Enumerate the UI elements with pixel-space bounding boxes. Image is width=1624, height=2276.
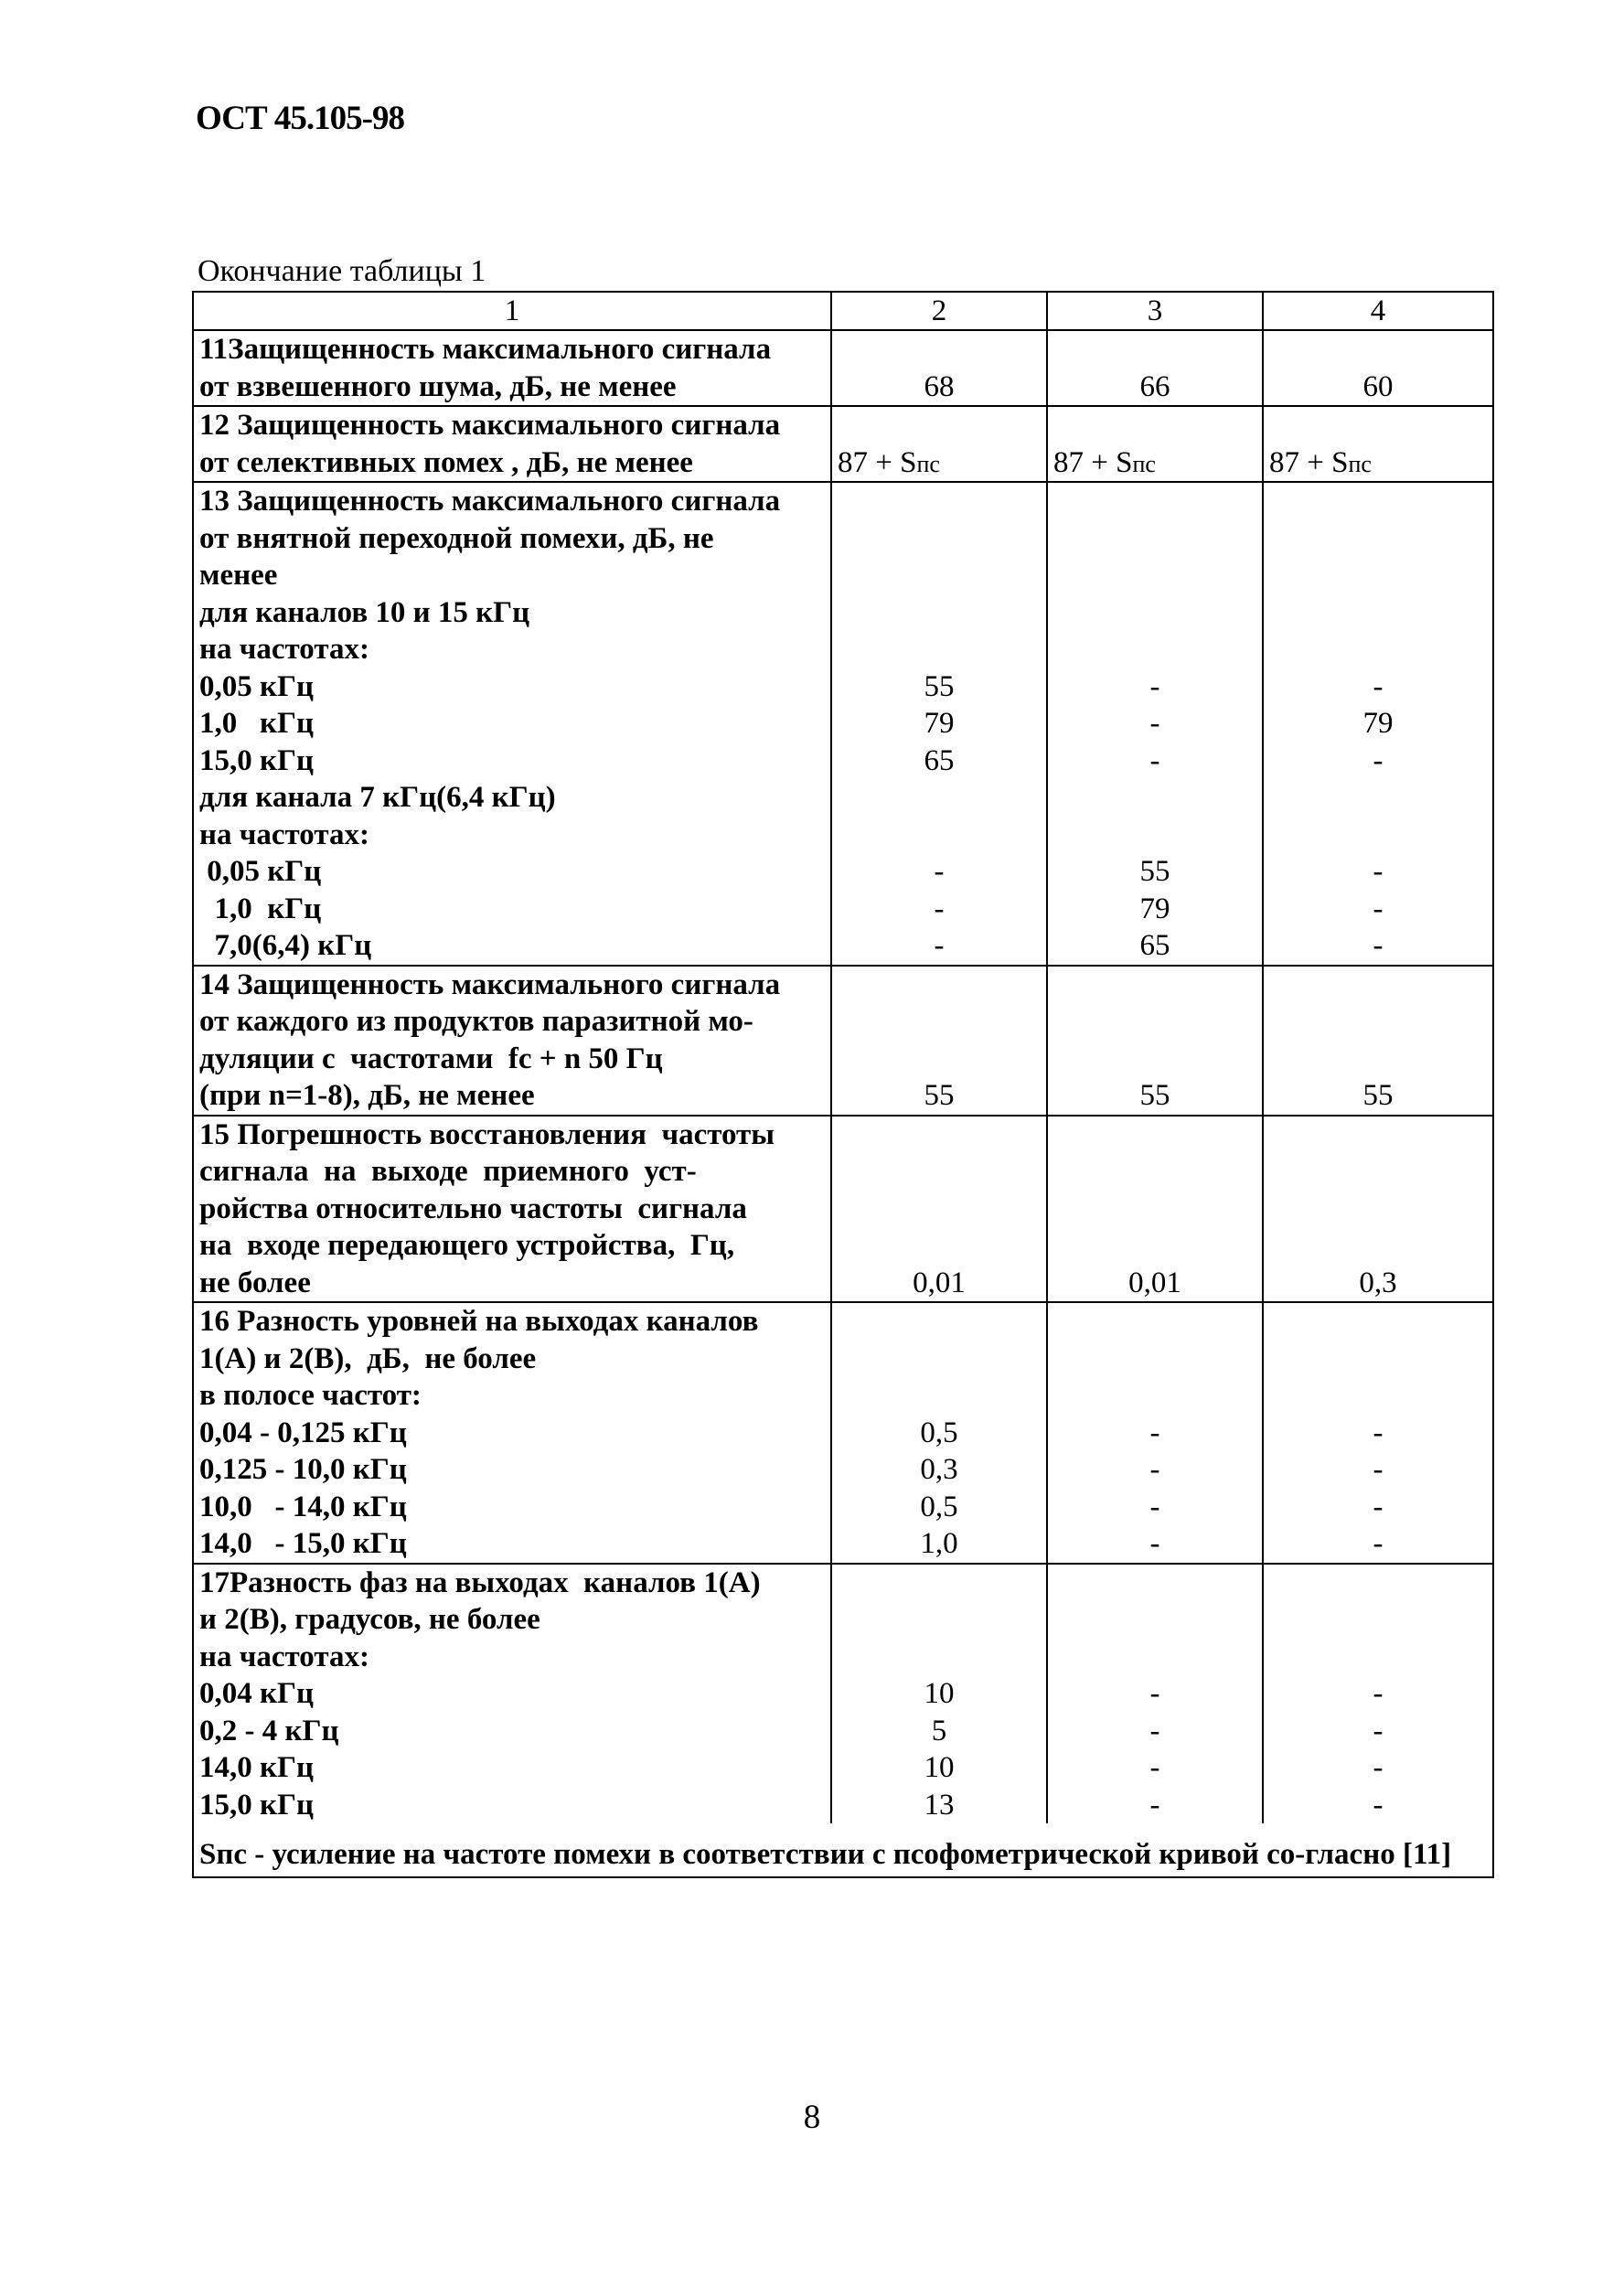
value-cell-c2 [831, 482, 1047, 966]
parameter-line: 1,0 кГц [199, 892, 322, 925]
value-line [1264, 1191, 1492, 1228]
value-line: - [1149, 1788, 1160, 1822]
value-line: 79 [1139, 892, 1170, 925]
value-line [1264, 1227, 1492, 1265]
value-line: - [1373, 929, 1384, 962]
document-code: ОСТ 45.105-98 [196, 100, 404, 137]
value-line: - [1149, 1416, 1160, 1449]
value-line: - [1149, 669, 1160, 703]
value-cell-c4 [1263, 330, 1493, 406]
value-cell-c4 [1263, 1116, 1493, 1303]
value-line [1048, 817, 1262, 854]
parameter-line: 1,0 кГц [199, 707, 315, 740]
value-cell-c3 [1047, 1116, 1263, 1303]
parameter-cell [193, 406, 831, 482]
value-cell-c3 [1047, 482, 1263, 966]
parameter-line: сигнала на выходе приемного уст- [199, 1155, 697, 1188]
value-line [832, 1601, 1046, 1639]
value-line [1048, 1153, 1262, 1191]
value-cell-c4 [1263, 966, 1493, 1116]
value-line [1048, 631, 1262, 668]
parameter-line: 11Защищенность максимального сигнала [199, 333, 772, 366]
parameter-line: для канала 7 кГц(6,4 кГц) [199, 781, 556, 814]
value-line [832, 779, 1046, 817]
value-cell-c4 [1263, 1564, 1493, 1824]
value-line [1048, 1303, 1262, 1341]
value-line [1264, 1639, 1492, 1676]
value-line [832, 967, 1046, 1004]
parameter-line: 17Разность фаз на выходах каналов 1(A) [199, 1565, 761, 1599]
value-line [1264, 631, 1492, 668]
value-line [1048, 1565, 1262, 1602]
parameter-line: 14,0 - 15,0 кГц [199, 1527, 407, 1560]
parameter-line: на частотах: [199, 1640, 369, 1673]
value-line [1048, 594, 1262, 632]
value-line: - [1149, 1453, 1160, 1486]
value-line: 55 [1362, 1079, 1394, 1112]
parameter-line: (при n=1-8), дБ, не менее [199, 1079, 535, 1112]
value-line: 79 [1362, 707, 1394, 740]
parameter-line: в полосе частот: [199, 1379, 422, 1412]
spec-table [192, 291, 1494, 1878]
column-number: 3 [1047, 292, 1263, 330]
parameter-line: на частотах: [199, 633, 369, 666]
value-line: 55 [1139, 1079, 1170, 1112]
value-line: 0,3 [920, 1453, 958, 1486]
value-line [832, 817, 1046, 854]
parameter-line: 15 Погрешность восстановления частоты [199, 1117, 775, 1151]
value-line: - [1373, 1490, 1384, 1523]
value-line: 66 [1139, 369, 1170, 403]
value-line [1264, 1153, 1492, 1191]
value-cell-c4 [1263, 482, 1493, 966]
value-line [1264, 1601, 1492, 1639]
value-line: 10 [924, 1751, 955, 1784]
parameter-line: 12 Защищенность максимального сигнала [199, 409, 781, 442]
value-cell-c3 [1047, 330, 1263, 406]
value-line [832, 1377, 1046, 1415]
value-line [1048, 1003, 1262, 1041]
parameter-line: 15,0 кГц [199, 1788, 315, 1822]
value-line: 55 [924, 669, 955, 703]
value-cell-c3 [1047, 1302, 1263, 1564]
value-line: 5 [931, 1714, 947, 1747]
value-line: - [1373, 743, 1384, 777]
value-line [1264, 817, 1492, 854]
note-row [193, 1823, 1493, 1877]
parameter-line: на входе передающего устройства, Гц, [199, 1229, 735, 1262]
value-subscript: пс [1132, 450, 1156, 477]
parameter-line: от селективных помех , дБ, не менее [199, 445, 693, 479]
table-row [193, 406, 1493, 482]
column-number: 1 [193, 292, 831, 330]
value-cell-c3 [1047, 966, 1263, 1116]
parameter-line: для каналов 10 и 15 кГц [199, 595, 530, 629]
value-line: - [1149, 1490, 1160, 1523]
value-line [1264, 520, 1492, 558]
value-line: - [1373, 669, 1384, 703]
value-cell-c3 [1047, 406, 1263, 482]
value-line: - [1373, 1527, 1384, 1560]
value-text: 87 + S [838, 445, 917, 479]
value-line [1264, 483, 1492, 520]
value-line: 65 [924, 743, 955, 777]
value-cell-c2 [831, 1116, 1047, 1303]
parameter-cell [193, 482, 831, 966]
value-cell-c4 [1263, 406, 1493, 482]
value-line [1048, 1117, 1262, 1154]
value-line [832, 1227, 1046, 1265]
parameter-line: менее [199, 559, 278, 592]
value-line [1264, 1377, 1492, 1415]
value-text: 87 + S [1053, 445, 1133, 479]
table-caption: Окончание таблицы 1 [198, 254, 486, 288]
value-line: - [1373, 855, 1384, 888]
value-line [832, 520, 1046, 558]
table-row [193, 1302, 1493, 1564]
value-cell-c2 [831, 966, 1047, 1116]
value-line [1048, 557, 1262, 594]
parameter-cell [193, 1302, 831, 1564]
value-line [1048, 520, 1262, 558]
parameter-line: 14,0 кГц [199, 1751, 315, 1784]
parameter-line: от внятной переходной помехи, дБ, не [199, 521, 714, 555]
table-row [193, 1564, 1493, 1824]
parameter-cell [193, 966, 831, 1116]
value-line [1048, 1377, 1262, 1415]
value-text: 87 + S [1269, 445, 1349, 479]
value-line: 0,5 [920, 1416, 958, 1449]
value-line [1264, 1041, 1492, 1078]
value-line: 79 [924, 707, 955, 740]
value-line [832, 631, 1046, 668]
value-cell-c2 [831, 330, 1047, 406]
value-line [1048, 483, 1262, 520]
column-number: 2 [831, 292, 1047, 330]
value-cell-c2 [831, 406, 1047, 482]
value-line: - [1373, 892, 1384, 925]
parameter-line: на частотах: [199, 817, 369, 851]
parameter-line: от каждого из продуктов паразитной мо- [199, 1005, 753, 1038]
parameter-line: 1(A) и 2(B), дБ, не более [199, 1341, 537, 1375]
parameter-line: 13 Защищенность максимального сигнала [199, 485, 781, 518]
value-line: - [934, 855, 945, 888]
parameter-line: и 2(B), градусов, не более [199, 1603, 540, 1636]
value-line [1048, 1227, 1262, 1265]
value-line [1048, 779, 1262, 817]
value-line: - [1149, 1527, 1160, 1560]
parameter-line: 0,2 - 4 кГц [199, 1714, 339, 1747]
value-line [1264, 1003, 1492, 1041]
value-line [832, 1341, 1046, 1378]
parameter-line: 0,05 кГц [199, 855, 322, 888]
page-number: 8 [803, 2099, 821, 2136]
value-line [1264, 779, 1492, 817]
value-line [832, 1041, 1046, 1078]
parameter-line: не более [199, 1266, 311, 1299]
value-line [832, 1191, 1046, 1228]
value-line [832, 1303, 1046, 1341]
value-line: - [934, 929, 945, 962]
parameter-line: 0,125 - 10,0 кГц [199, 1453, 407, 1486]
value-line: 13 [924, 1788, 955, 1822]
value-cell-c2 [831, 1302, 1047, 1564]
value-line: - [1149, 707, 1160, 740]
parameter-cell [193, 1564, 831, 1824]
value-line [832, 1117, 1046, 1154]
parameter-cell [193, 1116, 831, 1303]
value-line [1264, 1565, 1492, 1602]
value-line [1048, 1191, 1262, 1228]
parameter-line: 16 Разность уровней на выходах каналов [199, 1305, 759, 1338]
value-line: 0,3 [1359, 1266, 1397, 1299]
table-row [193, 1116, 1493, 1303]
value-line: 1,0 [920, 1527, 958, 1560]
value-line [1048, 1041, 1262, 1078]
value-line [1264, 1303, 1492, 1341]
value-line: - [1149, 1677, 1160, 1710]
value-line: 68 [924, 369, 955, 403]
table-row [193, 482, 1493, 966]
value-line: - [934, 892, 945, 925]
value-subscript: пс [1348, 450, 1372, 477]
value-line [832, 1153, 1046, 1191]
value-line: 0,5 [920, 1490, 958, 1523]
table-row [193, 330, 1493, 406]
value-line: 0,01 [1128, 1266, 1181, 1299]
value-line: - [1373, 1714, 1384, 1747]
value-line: - [1373, 1453, 1384, 1486]
value-line: - [1149, 743, 1160, 777]
value-line [1048, 967, 1262, 1004]
table-row [193, 966, 1493, 1116]
column-number-row [193, 292, 1493, 330]
value-line: 10 [924, 1677, 955, 1710]
parameter-line: 14 Защищенность максимального сигнала [199, 967, 781, 1001]
parameter-line: от взвешенного шума, дБ, не менее [199, 369, 677, 403]
value-line [832, 557, 1046, 594]
value-line: 60 [1362, 369, 1394, 403]
value-line: - [1373, 1416, 1384, 1449]
value-line [1048, 1639, 1262, 1676]
value-line: 0,01 [913, 1266, 966, 1299]
value-line [1264, 1341, 1492, 1378]
value-subscript: пс [916, 450, 940, 477]
column-number: 4 [1263, 292, 1493, 330]
parameter-line: 0,04 - 0,125 кГц [199, 1416, 407, 1449]
parameter-line: дуляции с частотами fc + n 50 Гц [199, 1042, 663, 1075]
parameter-line: ройства относительно частоты сигнала [199, 1191, 747, 1225]
value-line [1264, 967, 1492, 1004]
value-line: 65 [1139, 929, 1170, 962]
value-line [1264, 594, 1492, 632]
value-line [1048, 1601, 1262, 1639]
value-line: - [1373, 1788, 1384, 1822]
value-line [1264, 1117, 1492, 1154]
parameter-line: 15,0 кГц [199, 743, 315, 777]
parameter-cell [193, 330, 831, 406]
value-line: - [1373, 1677, 1384, 1710]
value-line: 55 [1139, 855, 1170, 888]
value-line [1264, 557, 1492, 594]
value-line: - [1373, 1751, 1384, 1784]
value-line [832, 1639, 1046, 1676]
parameter-line: 7,0(6,4) кГц [199, 929, 372, 962]
value-line [832, 594, 1046, 632]
value-line [832, 1565, 1046, 1602]
value-line [1048, 1341, 1262, 1378]
table-note: Sпс - усиление на частоте помехи в соответствии с псофометрической кривой со-гласно [11] [193, 1823, 1493, 1877]
value-line: - [1149, 1714, 1160, 1747]
value-line [832, 483, 1046, 520]
value-line: 55 [924, 1079, 955, 1112]
value-cell-c4 [1263, 1302, 1493, 1564]
value-cell-c2 [831, 1564, 1047, 1824]
value-line [832, 1003, 1046, 1041]
parameter-line: 0,04 кГц [199, 1677, 315, 1710]
parameter-line: 0,05 кГц [199, 669, 315, 703]
value-line: - [1149, 1751, 1160, 1784]
value-cell-c3 [1047, 1564, 1263, 1824]
parameter-line: 10,0 - 14,0 кГц [199, 1490, 407, 1523]
